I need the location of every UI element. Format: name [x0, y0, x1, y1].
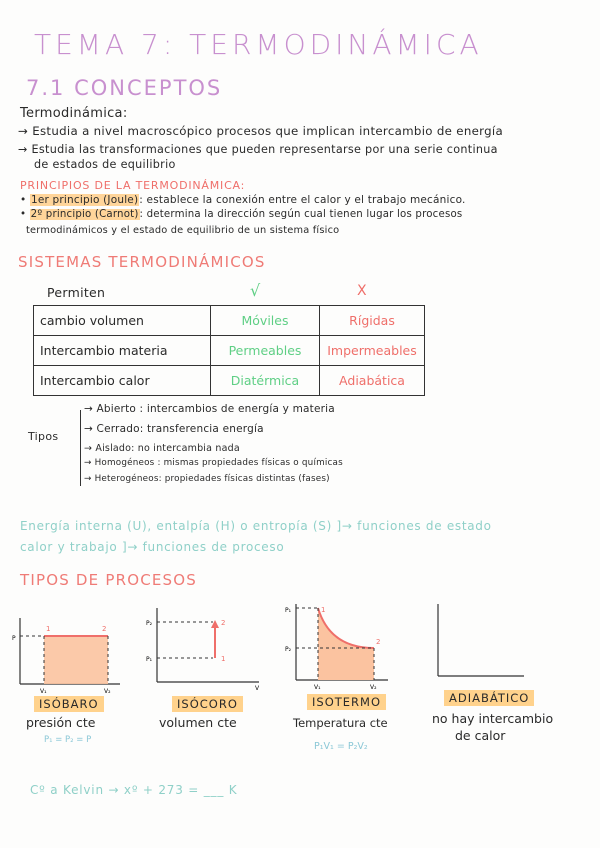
page-title: TEMA 7: TERMODINÁMICA: [34, 28, 483, 61]
definition-point-1: → Estudia a nivel macroscópico procesos que implican intercambio de energía: [18, 124, 503, 138]
adiabatic-caption-2: de calor: [455, 728, 506, 743]
adiabatic-graph: [430, 604, 530, 680]
isothermal-formula: P₁V₁ = P₂V₂: [314, 741, 368, 752]
kelvin-conversion: Cº a Kelvin → xº + 273 = ___ K: [30, 783, 238, 797]
type-abierto: → Abierto : intercambios de energía y materia: [84, 403, 335, 415]
section-title: 7.1 CONCEPTOS: [26, 76, 223, 100]
isochoric-axis-v: V: [255, 685, 260, 692]
row-no: Impermeables: [320, 336, 425, 366]
first-principle-label: 1er principio (Joule): [30, 194, 139, 206]
isothermal-pt2: 2: [376, 638, 381, 646]
isochoric-label: ISÓCORO: [172, 696, 243, 712]
row-no: Adiabática: [320, 366, 425, 396]
row-label: cambio volumen: [34, 306, 211, 336]
isochoric-p1: P₁: [146, 656, 153, 663]
process-functions: calor y trabajo ]→ funciones de proceso: [20, 540, 285, 554]
second-principle-text: : determina la dirección según cual tienen lugar los procesos: [139, 209, 463, 220]
isobaric-v1: V₁: [40, 688, 47, 695]
cross-icon: X: [357, 283, 367, 299]
isochoric-caption: volumen cte: [159, 715, 237, 730]
systems-table: [33, 305, 425, 396]
type-aislado: → Aislado: no intercambia nada: [84, 443, 240, 454]
second-principle-label: 2º principio (Carnot): [30, 209, 139, 220]
isothermal-caption: Temperatura cte: [293, 716, 388, 730]
type-homogeneos: → Homogéneos : mismas propiedades físicas o químicas: [84, 458, 343, 468]
isobaric-graph: [10, 618, 122, 698]
state-functions: Energía interna (U), entalpía (H) o entropía (S) ]→ funciones de estado: [20, 519, 492, 533]
isothermal-pt1: 1: [321, 606, 326, 614]
row-label: Intercambio calor: [34, 366, 211, 396]
isothermal-p2: P₂: [285, 646, 292, 653]
definition-term: Termodinámica:: [20, 106, 128, 121]
first-principle-text: : establece la conexión entre el calor y el trabajo mecánico.: [139, 194, 466, 206]
processes-heading: TIPOS DE PROCESOS: [20, 571, 197, 589]
row-yes: Móviles: [211, 306, 320, 336]
isobaric-pt1: 1: [46, 625, 51, 633]
types-label: Tipos: [28, 430, 59, 443]
table-row: [34, 336, 425, 366]
type-heterogeneos: → Heterogéneos: propiedades físicas distintas (fases): [84, 474, 330, 484]
isochoric-pt1: 1: [221, 655, 226, 663]
isothermal-label: ISOTERMO: [307, 694, 386, 710]
principles-heading: PRINCIPIOS DE LA TERMODINÁMICA:: [20, 179, 246, 192]
permiten-label: Permiten: [47, 285, 106, 300]
second-principle-cont: termodinámicos y el estado de equilibrio de un sistema físico: [26, 225, 340, 236]
isobaric-pt2: 2: [102, 625, 107, 633]
first-principle: • 1er principio (Joule): establece la conexión entre el calor y el trabajo mecánico.: [20, 194, 466, 206]
row-label: Intercambio materia: [34, 336, 211, 366]
row-yes: Diatérmica: [211, 366, 320, 396]
isothermal-v2: V₂: [370, 684, 377, 690]
isochoric-pt2: 2: [221, 619, 226, 627]
definition-point-3: de estados de equilibrio: [34, 158, 176, 171]
isothermal-p1: P₁: [285, 607, 292, 614]
second-principle: • 2º principio (Carnot): determina la dirección según cual tienen lugar los procesos: [20, 209, 463, 220]
adiabatic-caption: no hay intercambio: [432, 711, 554, 726]
table-row: [34, 306, 425, 336]
row-no: Rígidas: [320, 306, 425, 336]
isobaric-label: ISÓBARO: [34, 696, 104, 712]
adiabatic-label: ADIABÁTICO: [444, 690, 534, 706]
row-yes: Permeables: [211, 336, 320, 366]
isobaric-formula: P₁ = P₂ = P: [44, 735, 92, 745]
definition-point-2: → Estudia las transformaciones que pueden representarse por una serie continua: [18, 143, 498, 156]
isochoric-p2: P₂: [146, 620, 153, 627]
type-cerrado: → Cerrado: transferencia energía: [84, 423, 264, 435]
isobaric-caption: presión cte: [26, 715, 96, 730]
isothermal-graph: [282, 604, 392, 690]
systems-heading: SISTEMAS TERMODINÁMICOS: [18, 253, 266, 271]
check-icon: √: [250, 281, 261, 300]
isothermal-v1: V₁: [314, 684, 321, 690]
isochoric-graph: [143, 608, 263, 696]
isobaric-v2: V₂: [104, 688, 111, 695]
table-row: [34, 366, 425, 396]
isobaric-axis-p: P: [12, 635, 16, 642]
